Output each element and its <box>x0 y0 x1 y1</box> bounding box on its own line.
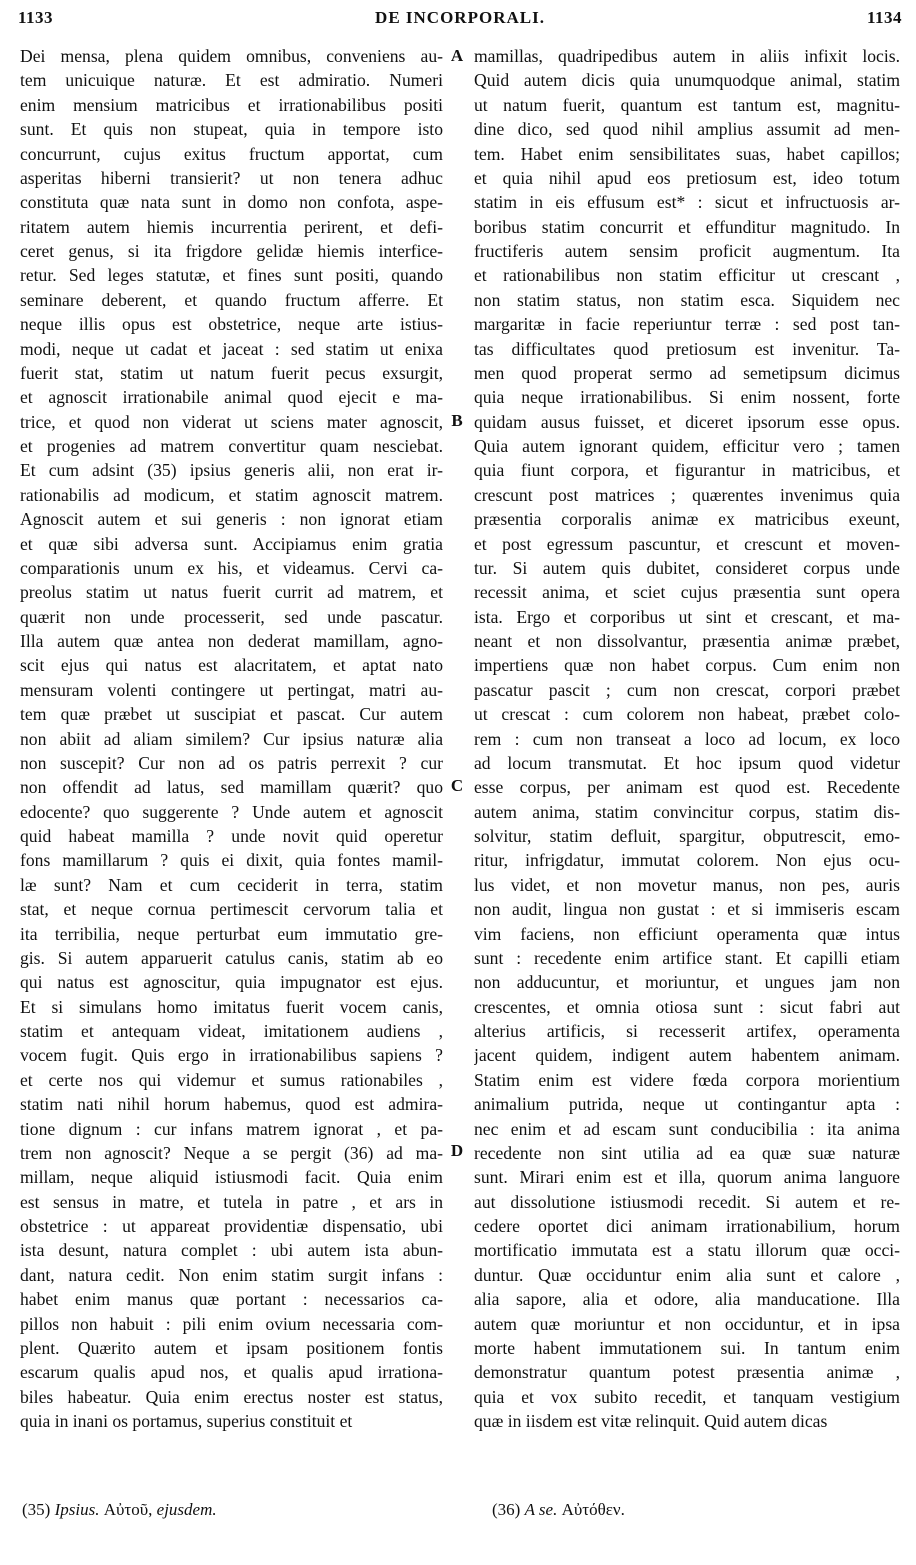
text-line: tem quæ præbet ut suscipiat et pascat. Cur autem <box>20 704 443 725</box>
text-line: habet enim manus quæ portant : necessarios ca- <box>20 1289 443 1310</box>
text-line: statim et antequam videat, imitationem audiens , <box>20 1021 443 1041</box>
text-line: et progenies ad matrem convertitur quam nesciebat. <box>20 436 443 456</box>
text-line: esse corpus, per animam est quod est. Recedente <box>474 777 900 798</box>
text-line: retur. Sed leges statutæ, et fines sunt positi, quando <box>20 265 443 286</box>
text-line: duntur. Quæ occiduntur enim alia sunt et calore , <box>474 1264 900 1285</box>
footnote-number: (36) <box>492 1500 521 1519</box>
text-line: rationabilis ad modicum, et statim agnoscit matrem. <box>20 484 443 505</box>
footnote-lemma: Ipsius. <box>54 1500 100 1519</box>
text-line: Et si simulans homo imitatus fuerit vocem canis, <box>20 996 443 1017</box>
text-line: et agnoscit irrationabile animal quod ejecit e ma- <box>20 387 443 408</box>
running-title: DE INCORPORALI. <box>375 8 545 27</box>
text-line: Statim enim est videre fœda corpora morientium <box>474 1069 900 1090</box>
text-line: Illa autem quæ antea non dederat mamillam, agno- <box>20 631 443 651</box>
text-line: tem. Habet enim sensibilitates suas, habet capillos; <box>474 143 900 164</box>
text-line: dant, natura cedit. Non enim statim surgit infans : <box>20 1264 443 1285</box>
text-line: quærit non unde processerit, sed unde pascatur. <box>20 606 443 627</box>
text-line: quid habeat mamilla ? unde novit quid operetur <box>20 826 443 846</box>
text-line: demonstratur quantum potest præsentia animæ , <box>474 1362 900 1383</box>
text-line: ista desunt, natura complet : ubi autem ista abun- <box>20 1240 443 1261</box>
text-line: scit ejus qui natus est alacritatem, et aptat nato <box>20 655 443 676</box>
text-line: sunt. Et quis non stupeat, quia in tempore isto <box>20 119 443 140</box>
text-line: ad locum transmutat. Et hoc ipsum quod videtur <box>474 752 900 773</box>
footnote-number: (35) <box>22 1500 51 1519</box>
text-line: tem unicuique naturæ. Et est admiratio. Numeri <box>20 70 443 91</box>
text-line: crescunt post matrices ; quærentes invenimus quia <box>474 484 900 505</box>
text-line: quidam ausus fuisset, et diceret ipsorum esse opus. <box>474 411 900 432</box>
text-line: animalium putrida, neque ut contingantur apta : <box>474 1094 900 1115</box>
text-line: trem non agnoscit? Neque a se pergit (36) ad ma- <box>20 1142 443 1163</box>
text-line: ista. Ergo et corporibus ut sint et crescant, et ma- <box>474 606 900 627</box>
text-line: trice, et quod non viderat ut sciens mater agnoscit, <box>20 411 443 432</box>
page-number-right: 1134 <box>866 8 902 27</box>
text-line: sunt : recedente enim artifice stant. Et capilli etiam <box>474 947 900 968</box>
text-line: comparationis unum ex his, et videamus. Cervi ca- <box>20 557 443 578</box>
text-line: Dei mensa, plena quidem omnibus, conveniens au- <box>20 46 443 66</box>
text-line: obstetrice : ut appareat providentiæ dispensatio, ubi <box>20 1216 443 1236</box>
text-line: non offendit ad latus, sed mamillam quærit? quo <box>20 777 443 798</box>
text-line: nec enim et ad escam sunt conducibilia : ita anima <box>474 1118 900 1139</box>
text-line: edocente? quo suggerente ? Unde autem et agnoscit <box>20 801 443 822</box>
right-column <box>474 44 900 1449</box>
text-line: statim in eis effusum est* : sicut et infructuosis ar- <box>474 192 900 213</box>
text-line: jacent quidem, indigent autem habentem animam. <box>474 1045 900 1066</box>
text-line: Quia autem ignorant quidem, efficitur vero ; tamen <box>474 436 900 456</box>
text-line: præsentia corporalis animæ ex matricibus exeunt, <box>474 509 900 530</box>
text-line: gis. Si autem apparuerit catulus canis, statim ab eo <box>20 947 443 968</box>
text-line: mamillas, quadripedibus autem in aliis infixit locis. <box>474 46 900 66</box>
text-line: quia fiunt corpora, et figurantur in matricibus, et <box>474 460 900 481</box>
text-line: rem : cum non transeat a loco ad locum, ex loco <box>474 728 900 749</box>
left-column <box>20 44 443 1449</box>
margin-marker-d: D <box>450 1141 464 1160</box>
text-line: ritur, infrigdatur, immutat colorem. Non ejus ocu- <box>474 850 900 871</box>
page-header <box>18 8 902 36</box>
footnote-greek: Αὐτόθεν. <box>561 1500 625 1519</box>
footnotes <box>0 1500 916 1524</box>
margin-marker-a: A <box>450 46 464 65</box>
text-line: quia neque irrationabilibus. Si enim nossent, forte <box>474 387 900 408</box>
text-line: boribus statim concurrit et effunditur magnitudo. In <box>474 216 900 237</box>
text-line: ita terribilia, neque perturbat eum immutatio gre- <box>20 923 443 944</box>
text-line: vim faciens, non efficiunt operamenta quæ intus <box>474 923 900 944</box>
text-line: tione dignum : cur infans matrem ignorat , et pa- <box>20 1118 443 1139</box>
text-line: quia in inani os portamus, superius constituit et <box>20 1411 353 1431</box>
text-line: enim mensium matricibus et irrationabilibus positi <box>20 94 443 115</box>
margin-marker-b: B <box>451 411 463 430</box>
text-line: et post egressum pascuntur, et crescunt et moven- <box>474 533 900 554</box>
text-line: vocem fugit. Quis ergo in irrationabilibus sapiens ? <box>20 1045 443 1066</box>
text-line: modi, neque ut cadat et jaceat : sed statim ut enixa <box>20 338 443 359</box>
text-line: fons mamillarum ? quis ei dixit, quia fontes mamil- <box>20 850 443 871</box>
text-line: mensuram volenti contingere ut pertingat, matri au- <box>20 679 443 700</box>
page-number-left: 1133 <box>18 8 54 27</box>
text-line: biles habeatur. Quia enim erectus noster est status, <box>20 1386 443 1407</box>
text-line: aut dissolutione istiusmodi recedit. Si autem et re- <box>474 1191 900 1212</box>
text-line: quæ in iisdem est vitæ relinquit. Quid autem dicas <box>474 1411 828 1431</box>
text-line: et quæ sibi adversa sunt. Accipiamus enim gratia <box>20 533 443 554</box>
text-line: Agnoscit autem et sui generis : non ignorat etiam <box>20 509 443 530</box>
text-line: plent. Quærito autem et ipsam positionem fontis <box>20 1337 443 1358</box>
text-line: neque illis opus est obstetrice, neque arte istius- <box>20 314 443 335</box>
text-line: recedente non sint utilia ad ea quæ suæ naturæ <box>474 1142 900 1163</box>
text-line: fructiferis autem sensim proficit augmentum. Ita <box>474 241 900 261</box>
text-line: læ sunt? Nam et cum ceciderit in terra, statim <box>20 874 443 895</box>
text-line: stat, et neque cornua pertimescit cervorum talia et <box>20 899 443 920</box>
text-line: dine dico, sed quod nihil amplius assumit ad men- <box>474 119 900 140</box>
text-line: tur. Si autem quis dubitet, consideret corpus unde <box>474 557 900 578</box>
text-line: cedere oportet dici animam irrationabilium, horum <box>474 1216 900 1236</box>
text-line: impertiens quæ non habet corpus. Cum enim non <box>474 655 900 676</box>
text-line: preolus statim ut natus fuerit currit ad matrem, et <box>20 582 443 603</box>
text-line: ceret genus, si ita frigdore gelidæ hiemis interfice- <box>20 241 443 261</box>
text-line: Quid autem dicis quia unumquodque animal, statim <box>474 70 900 91</box>
text-line: morte habent immutationem sui. In tantum enim <box>474 1337 900 1358</box>
text-line: mortificatio immutata est a statu illorum quæ occi- <box>474 1240 900 1261</box>
text-line: alterius artificis, si recesserit artifex, operamenta <box>474 1021 900 1041</box>
text-line: neant et non dissolvantur, præsentia animæ præbet, <box>474 631 900 651</box>
footnote-36 <box>492 1500 625 1520</box>
text-line: qui natus est agnoscitur, quia impugnator est ejus. <box>20 972 443 993</box>
text-line: concurrunt, cujus exitus fructum apportat, cum <box>20 143 443 164</box>
text-line: ut crescat : cum colorem non habeat, præbet colo- <box>474 704 900 725</box>
text-line: pillos non habuit : pili enim ovium necessaria com- <box>20 1313 443 1334</box>
text-line: constituta quæ nata sunt in domo non confota, aspe- <box>20 192 443 213</box>
text-line: et quia nihil apud eos pretiosum est, ideo totum <box>474 167 900 188</box>
footnote-gloss: ejusdem. <box>156 1500 217 1519</box>
text-line: men quod properat sermo ad semetipsum dicimus <box>474 362 900 383</box>
text-line: Et cum adsint (35) ipsius generis alii, non erat ir- <box>20 460 443 481</box>
text-line: et rationabilibus non statim efficitur ut crescant , <box>474 265 900 286</box>
footnote-35 <box>22 1500 217 1520</box>
text-line: est sensus in matre, et tutela in patre , et ars in <box>20 1191 443 1212</box>
text-line: statim nati nihil horum habemus, quod est admira- <box>20 1094 443 1115</box>
footnote-greek: Αὐτοῦ, <box>103 1500 153 1519</box>
text-line: non abiit ad aliam similem? Cur ipsius naturæ alia <box>20 728 443 749</box>
text-line: asperitas hiberni transierit? ut non tenera adhuc <box>20 167 443 188</box>
text-line: tas difficultates quod pretiosum est invenitur. Ta- <box>474 338 900 359</box>
text-line: autem quæ moriuntur et non occiduntur, et in ipsa <box>474 1313 900 1334</box>
text-line: fuerit stat, statim ut natum fuerit pecus exsurgit, <box>20 362 443 383</box>
text-line: alia sapore, alia et odore, alia manducatione. Illa <box>474 1289 900 1310</box>
text-line: ritatem autem hiemis incurrentia perirent, et defi- <box>20 216 443 237</box>
text-line: seminare deberent, et quando fructum afferre. Et <box>20 289 443 310</box>
text-line: et certe nos qui videmur et sumus rationabiles , <box>20 1069 443 1090</box>
text-line: recessit anima, et sciet cujus præsentia sunt opera <box>474 582 900 603</box>
text-line: non suscepit? Cur non ad os patris perrexit ? cur <box>20 752 443 773</box>
text-line: margaritæ in facie reperiuntur terræ : sed post tan- <box>474 314 900 335</box>
text-line: quia et vox subito recedit, et tanquam vestigium <box>474 1386 900 1407</box>
text-line: sunt. Mirari enim est et illa, quorum anima languore <box>474 1167 900 1188</box>
text-line: crescentes, et omnia otiosa sunt : sicut fabri aut <box>474 996 900 1017</box>
text-line: escarum qualis apud nos, et qualis apud irrationa- <box>20 1362 443 1383</box>
text-line: pascatur pascit ; cum non crescat, corpori præbet <box>474 679 900 700</box>
text-line: non statim status, non statim esca. Siquidem nec <box>474 289 900 310</box>
text-line: solvitur, statim defluit, spargitur, obputrescit, emo- <box>474 826 900 846</box>
text-line: non audit, lingua non gustat : et si immiseris escam <box>474 899 900 920</box>
margin-marker-c: C <box>450 776 464 795</box>
text-line: ut natum fuerit, quantum est tantum est, magnitu- <box>474 94 900 115</box>
text-line: millam, neque aliquid istiusmodi facit. Quia enim <box>20 1167 443 1188</box>
footnote-lemma: A se. <box>524 1500 558 1519</box>
text-line: non adducuntur, et moriuntur, et ungues jam non <box>474 972 900 993</box>
text-line: lus videt, et non movetur manus, non pes, auris <box>474 874 900 895</box>
text-line: autem anima, statim convincitur corpus, statim dis- <box>474 801 900 822</box>
